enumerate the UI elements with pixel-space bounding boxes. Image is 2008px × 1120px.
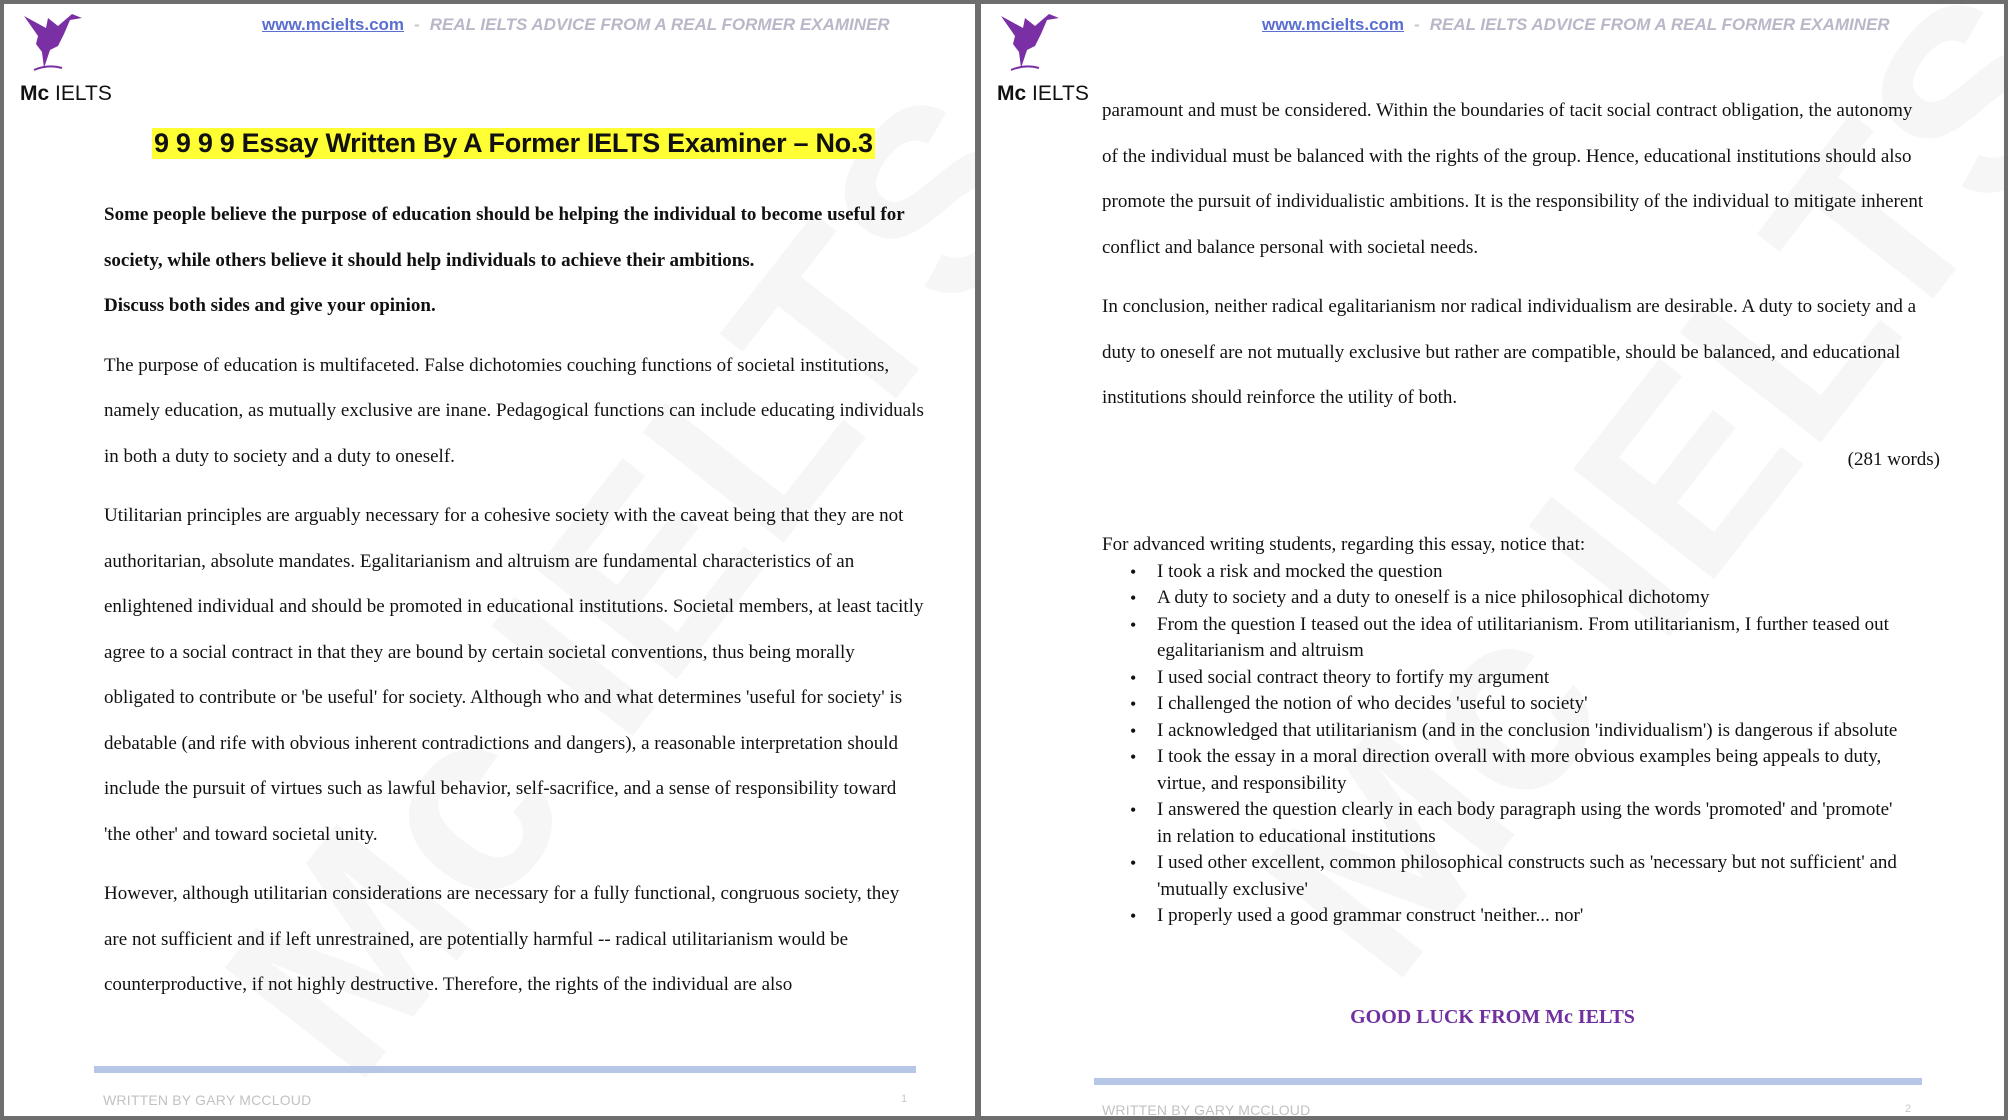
note-item: • I challenged the notion of who decides 'useful to society' — [1157, 691, 1902, 718]
logo-text: Mc IELTS — [997, 82, 1089, 105]
closing-message: GOOD LUCK FROM Mc IELTS — [1350, 1006, 1635, 1028]
notes-list — [1102, 559, 1902, 930]
note-item: • A duty to society and a duty to oneself is a nice philosophical dichotomy — [1157, 585, 1902, 612]
note-item: • I properly used a good grammar construct 'neither... nor' — [1157, 903, 1902, 930]
paragraph-body-2: However, although utilitarian considerations are necessary for a fully functional, congruous society, they are not sufficient and if left unrestrained, are potentially harmful -- radical utilitarianism would be counterproductive, if not highly destructive. Therefore, the rights of the individual are also — [104, 883, 900, 995]
page-header: www.mcielts.com - REAL IELTS ADVICE FROM A REAL FORMER EXAMINER — [262, 15, 890, 34]
mcielts-logo — [12, 6, 112, 106]
document-page-1 — [4, 4, 975, 1116]
mcielts-logo — [989, 6, 1089, 106]
header-tagline: REAL IELTS ADVICE FROM A REAL FORMER EXAMINER — [429, 15, 890, 34]
paragraph-intro: The purpose of education is multifaceted. False dichotomies couching functions of societal institutions, namely education, as mutually exclusive are inane. Pedagogical functions can include educating individuals in both a duty to society and a duty to oneself. — [104, 354, 924, 467]
hummingbird-logo-icon — [12, 6, 102, 82]
note-item: • From the question I teased out the idea of utilitarianism. From utilitarianism, I further teased out egalitarianism and altruism — [1157, 612, 1902, 665]
note-item: • I answered the question clearly in each body paragraph using the words 'promoted' and 'promote' in relation to educational institutions — [1157, 797, 1902, 850]
website-link[interactable]: www.mcielts.com — [262, 15, 405, 34]
footer-rule — [1094, 1078, 1922, 1085]
page-number: 2 — [1905, 1103, 1912, 1115]
paragraph-conclusion: In conclusion, neither radical egalitarianism nor radical individualism are desirable. A duty to society and a duty to oneself are not mutually exclusive but rather are compatible, should be balanced, and educational institutions should reinforce the utility of both. — [1102, 296, 1917, 408]
word-count: (281 words) — [1847, 449, 1940, 470]
examiner-notes — [1102, 532, 1902, 930]
essay-question: Some people believe the purpose of education should be helping the individual to become useful for society, while others believe it should help individuals to achieve their ambitions. — [104, 204, 905, 271]
essay-title: 9 9 9 9 Essay Written By A Former IELTS Examiner – No.3 — [154, 128, 873, 158]
essay-body-page-2 — [1102, 88, 1927, 435]
essay-body-page-1 — [104, 192, 924, 1022]
page-number: 1 — [901, 1093, 908, 1105]
paragraph-body-2-continued: paramount and must be considered. Within the boundaries of tacit social contract obligation, the autonomy of the individual must be balanced with the rights of the group. Hence, educational institutions should also promote the pursuit of individualistic ambitions. It is the responsibility of the individual to mitigate inherent conflict and balance personal with societal needs. — [1102, 100, 1924, 258]
footer-author: WRITTEN BY GARY MCCLOUD — [1102, 1102, 1311, 1116]
paragraph-body-1: Utilitarian principles are arguably necessary for a cohesive society with the caveat being that they are not authoritarian, absolute mandates. Egalitarianism and altruism are fundamental characteristics of an enlightened individual and should be promoted in educational institutions. Societal members, at least tacitly agree to a social contract in that they are bound by certain societal conventions, thus being morally obligated to contribute or 'be useful' for society. Although who and what determines 'useful for society' is debatable (and rife with obvious inherent contradictions and dangers), a reasonable interpretation should include the pursuit of virtues such as lawful behavior, self-sacrifice, and a sense of responsibility toward 'the other' and toward societal unity. — [104, 505, 924, 845]
page-header: www.mcielts.com - REAL IELTS ADVICE FROM A REAL FORMER EXAMINER — [1262, 15, 1890, 34]
website-link[interactable]: www.mcielts.com — [1262, 15, 1405, 34]
note-item: • I acknowledged that utilitarianism (and in the conclusion 'individualism') is dangerous if absolute — [1157, 718, 1902, 745]
logo-text: Mc IELTS — [20, 82, 112, 105]
header-tagline: REAL IELTS ADVICE FROM A REAL FORMER EXAMINER — [1429, 15, 1890, 34]
notes-intro: For advanced writing students, regarding this essay, notice that: — [1102, 534, 1586, 555]
essay-instruction: Discuss both sides and give your opinion. — [104, 295, 436, 316]
hummingbird-logo-icon — [989, 6, 1079, 82]
note-item: • I took the essay in a moral direction overall with more obvious examples being appeals to duty, virtue, and responsibility — [1157, 744, 1902, 797]
document-page-2 — [981, 4, 2004, 1116]
note-item: • I used other excellent, common philosophical constructs such as 'necessary but not sufficient' and 'mutually exclusive' — [1157, 850, 1902, 903]
footer-rule — [94, 1066, 916, 1073]
footer-author: WRITTEN BY GARY MCCLOUD — [103, 1092, 312, 1108]
note-item: • I took a risk and mocked the question — [1157, 559, 1902, 586]
note-item: • I used social contract theory to fortify my argument — [1157, 665, 1902, 692]
